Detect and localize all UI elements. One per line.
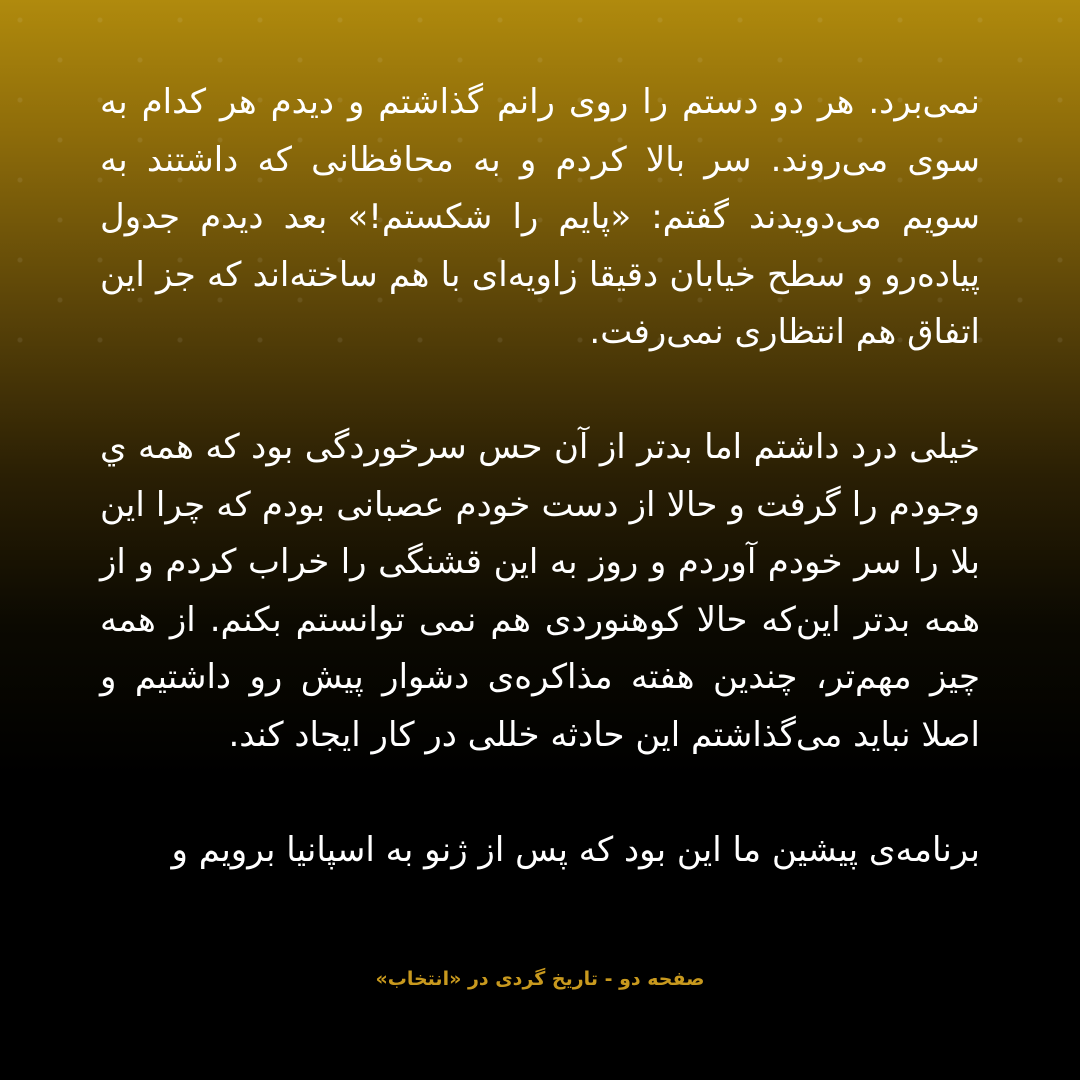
article-text [100, 74, 980, 879]
page-caption: صفحه دو - تاریخ گردی در «انتخاب» [375, 968, 705, 990]
paragraph-1: نمی‌برد. هر دو دستم را روی رانم گذاشتم و دیدم هر کدام به سوی می‌روند. سر بالا کردم و به محافظانی که داشتند به سویم می‌دویدند گفتم: «پایم را شکستم!» بعد دیدم جدول پیاده‌رو و سطح خیابان دقیقا زاویه‌ای با هم ساخته‌اند که جز این اتفاق هم انتظاری نمی‌رفت. [100, 82, 980, 352]
paragraph-2: خیلی درد داشتم اما بدتر از آن حس سرخوردگی بود که همه ي وجودم را گرفت و حالا از دست خودم عصبانی بودم که چرا این بلا را سر خودم آوردم و روز به این قشنگی را خراب کردم و از همه بدتر این‌که حالا کوهنوردی هم نمی توانستم بکنم. از همه چیز مهم‌تر، چندین هفته مذاکره‌ی دشوار پیش رو داشتیم و اصلا نباید می‌گذاشتم این حادثه خللی در کار ایجاد کند. [100, 427, 980, 755]
paragraph-3: برنامه‌ی پیشین ما این بود که پس از ژنو به اسپانیا برویم و [171, 829, 980, 870]
